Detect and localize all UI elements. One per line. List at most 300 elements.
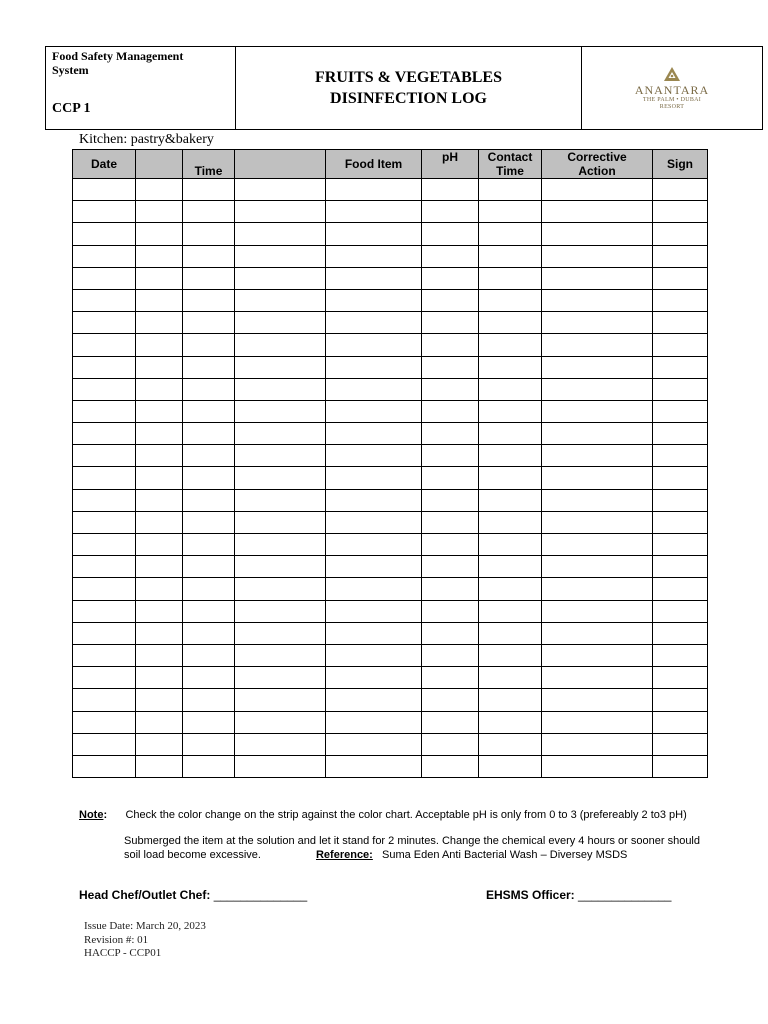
- cell-time[interactable]: [183, 711, 235, 733]
- anantara-logo-icon: [662, 66, 682, 82]
- cell-contact-time[interactable]: [479, 201, 542, 223]
- cell-blank1[interactable]: [136, 356, 183, 378]
- cell-sign[interactable]: [653, 622, 708, 644]
- cell-blank2[interactable]: [235, 689, 326, 711]
- cell-ph[interactable]: [422, 467, 479, 489]
- cell-ph[interactable]: [422, 400, 479, 422]
- cell-ph[interactable]: [422, 511, 479, 533]
- cell-date[interactable]: [73, 511, 136, 533]
- table-row: [73, 600, 708, 622]
- cell-blank1[interactable]: [136, 334, 183, 356]
- cell-sign[interactable]: [653, 578, 708, 600]
- cell-blank2[interactable]: [235, 245, 326, 267]
- cell-blank2[interactable]: [235, 267, 326, 289]
- cell-blank1[interactable]: [136, 201, 183, 223]
- cell-contact-time[interactable]: [479, 755, 542, 777]
- cell-corrective-action[interactable]: [542, 223, 653, 245]
- cell-ph[interactable]: [422, 489, 479, 511]
- cell-date[interactable]: [73, 267, 136, 289]
- cell-blank1[interactable]: [136, 733, 183, 755]
- cell-date[interactable]: [73, 489, 136, 511]
- cell-ph[interactable]: [422, 556, 479, 578]
- logo-sub2: RESORT: [659, 103, 685, 110]
- cell-ph[interactable]: [422, 179, 479, 201]
- cell-corrective-action[interactable]: [542, 356, 653, 378]
- cell-food-item[interactable]: [326, 600, 422, 622]
- cell-blank1[interactable]: [136, 245, 183, 267]
- note-line-2: [124, 835, 701, 862]
- header-corrective-line1: Corrective: [567, 150, 627, 164]
- cell-food-item[interactable]: [326, 378, 422, 400]
- cell-contact-time[interactable]: [479, 534, 542, 556]
- cell-food-item[interactable]: [326, 467, 422, 489]
- cell-corrective-action[interactable]: [542, 467, 653, 489]
- cell-date[interactable]: [73, 312, 136, 334]
- cell-contact-time[interactable]: [479, 711, 542, 733]
- cell-blank2[interactable]: [235, 289, 326, 311]
- cell-sign[interactable]: [653, 223, 708, 245]
- cell-date[interactable]: [73, 400, 136, 422]
- table-row: [73, 644, 708, 666]
- cell-sign[interactable]: [653, 267, 708, 289]
- cell-corrective-action[interactable]: [542, 755, 653, 777]
- cell-blank1[interactable]: [136, 534, 183, 556]
- cell-food-item[interactable]: [326, 223, 422, 245]
- cell-sign[interactable]: [653, 378, 708, 400]
- disinfection-log-table: [72, 149, 708, 778]
- cell-sign[interactable]: [653, 556, 708, 578]
- cell-sign[interactable]: [653, 356, 708, 378]
- table-row: [73, 179, 708, 201]
- cell-date[interactable]: [73, 378, 136, 400]
- cell-contact-time[interactable]: [479, 600, 542, 622]
- cell-time[interactable]: [183, 289, 235, 311]
- cell-corrective-action[interactable]: [542, 423, 653, 445]
- table-row: [73, 467, 708, 489]
- cell-ph[interactable]: [422, 755, 479, 777]
- cell-blank2[interactable]: [235, 223, 326, 245]
- header-sign: Sign: [653, 150, 708, 179]
- cell-food-item[interactable]: [326, 289, 422, 311]
- cell-blank1[interactable]: [136, 312, 183, 334]
- cell-date[interactable]: [73, 423, 136, 445]
- cell-sign[interactable]: [653, 201, 708, 223]
- cell-blank1[interactable]: [136, 711, 183, 733]
- table-row: [73, 511, 708, 533]
- cell-blank2[interactable]: [235, 600, 326, 622]
- cell-sign[interactable]: [653, 179, 708, 201]
- cell-contact-time[interactable]: [479, 622, 542, 644]
- cell-date[interactable]: [73, 445, 136, 467]
- cell-date[interactable]: [73, 578, 136, 600]
- cell-ph[interactable]: [422, 534, 479, 556]
- table-row: [73, 267, 708, 289]
- cell-sign[interactable]: [653, 489, 708, 511]
- cell-corrective-action[interactable]: [542, 312, 653, 334]
- cell-time[interactable]: [183, 356, 235, 378]
- table-row: [73, 711, 708, 733]
- cell-blank1[interactable]: [136, 378, 183, 400]
- cell-ph[interactable]: [422, 644, 479, 666]
- cell-corrective-action[interactable]: [542, 644, 653, 666]
- cell-corrective-action[interactable]: [542, 622, 653, 644]
- cell-food-item[interactable]: [326, 511, 422, 533]
- cell-blank2[interactable]: [235, 711, 326, 733]
- cell-time[interactable]: [183, 644, 235, 666]
- cell-corrective-action[interactable]: [542, 289, 653, 311]
- cell-blank2[interactable]: [235, 467, 326, 489]
- cell-time[interactable]: [183, 312, 235, 334]
- cell-corrective-action[interactable]: [542, 334, 653, 356]
- cell-blank2[interactable]: [235, 201, 326, 223]
- cell-date[interactable]: [73, 289, 136, 311]
- cell-date[interactable]: [73, 644, 136, 666]
- cell-time[interactable]: [183, 667, 235, 689]
- table-row: [73, 312, 708, 334]
- ehsms-signature: [486, 888, 671, 902]
- table-row: [73, 289, 708, 311]
- cell-blank1[interactable]: [136, 600, 183, 622]
- cell-time[interactable]: [183, 179, 235, 201]
- cell-ph[interactable]: [422, 711, 479, 733]
- title-line-1: FRUITS & VEGETABLES: [314, 69, 502, 86]
- cell-sign[interactable]: [653, 423, 708, 445]
- cell-time[interactable]: [183, 201, 235, 223]
- cell-blank2[interactable]: [235, 356, 326, 378]
- cell-time[interactable]: [183, 556, 235, 578]
- table-row: [73, 423, 708, 445]
- cell-blank1[interactable]: [136, 622, 183, 644]
- cell-corrective-action[interactable]: [542, 511, 653, 533]
- cell-corrective-action[interactable]: [542, 400, 653, 422]
- cell-food-item[interactable]: [326, 534, 422, 556]
- cell-blank2[interactable]: [235, 312, 326, 334]
- revision-number: Revision #: 01: [84, 933, 149, 946]
- system-name: Food Safety Management System: [52, 49, 184, 77]
- cell-blank1[interactable]: [136, 489, 183, 511]
- cell-sign[interactable]: [653, 534, 708, 556]
- cell-ph[interactable]: [422, 312, 479, 334]
- cell-ph[interactable]: [422, 223, 479, 245]
- kitchen-label: Kitchen: pastry&bakery: [79, 132, 214, 147]
- cell-food-item[interactable]: [326, 644, 422, 666]
- cell-blank1[interactable]: [136, 578, 183, 600]
- cell-blank2[interactable]: [235, 622, 326, 644]
- cell-date[interactable]: [73, 534, 136, 556]
- cell-corrective-action[interactable]: [542, 245, 653, 267]
- cell-blank2[interactable]: [235, 578, 326, 600]
- cell-contact-time[interactable]: [479, 578, 542, 600]
- header-blank-2: [235, 150, 326, 179]
- cell-time[interactable]: [183, 689, 235, 711]
- cell-blank2[interactable]: [235, 733, 326, 755]
- header-time: Time: [183, 150, 235, 179]
- table-row: [73, 534, 708, 556]
- cell-corrective-action[interactable]: [542, 689, 653, 711]
- cell-food-item[interactable]: [326, 556, 422, 578]
- cell-time[interactable]: [183, 600, 235, 622]
- cell-ph[interactable]: [422, 600, 479, 622]
- cell-contact-time[interactable]: [479, 312, 542, 334]
- cell-food-item[interactable]: [326, 755, 422, 777]
- cell-blank2[interactable]: [235, 400, 326, 422]
- head-chef-label: Head Chef/Outlet Chef:: [79, 888, 211, 902]
- cell-time[interactable]: [183, 378, 235, 400]
- cell-date[interactable]: [73, 667, 136, 689]
- cell-blank1[interactable]: [136, 755, 183, 777]
- cell-contact-time[interactable]: [479, 733, 542, 755]
- cell-corrective-action[interactable]: [542, 667, 653, 689]
- cell-ph[interactable]: [422, 334, 479, 356]
- cell-contact-time[interactable]: [479, 267, 542, 289]
- cell-date[interactable]: [73, 356, 136, 378]
- cell-contact-time[interactable]: [479, 356, 542, 378]
- cell-blank1[interactable]: [136, 467, 183, 489]
- table-row: [73, 334, 708, 356]
- cell-time[interactable]: [183, 534, 235, 556]
- cell-blank1[interactable]: [136, 423, 183, 445]
- cell-ph[interactable]: [422, 289, 479, 311]
- cell-date[interactable]: [73, 622, 136, 644]
- cell-date[interactable]: [73, 755, 136, 777]
- cell-blank1[interactable]: [136, 445, 183, 467]
- cell-food-item[interactable]: [326, 245, 422, 267]
- cell-food-item[interactable]: [326, 179, 422, 201]
- cell-sign[interactable]: [653, 312, 708, 334]
- cell-time[interactable]: [183, 334, 235, 356]
- cell-blank1[interactable]: [136, 644, 183, 666]
- cell-blank2[interactable]: [235, 667, 326, 689]
- cell-blank2[interactable]: [235, 378, 326, 400]
- cell-corrective-action[interactable]: [542, 445, 653, 467]
- cell-date[interactable]: [73, 334, 136, 356]
- note-label: Note: [79, 809, 104, 821]
- cell-sign[interactable]: [653, 644, 708, 666]
- cell-ph[interactable]: [422, 578, 479, 600]
- cell-ph[interactable]: [422, 245, 479, 267]
- cell-blank1[interactable]: [136, 556, 183, 578]
- cell-ph[interactable]: [422, 267, 479, 289]
- cell-sign[interactable]: [653, 245, 708, 267]
- cell-corrective-action[interactable]: [542, 267, 653, 289]
- cell-sign[interactable]: [653, 600, 708, 622]
- table-row: [73, 489, 708, 511]
- cell-sign[interactable]: [653, 334, 708, 356]
- cell-date[interactable]: [73, 600, 136, 622]
- cell-food-item[interactable]: [326, 445, 422, 467]
- cell-time[interactable]: [183, 578, 235, 600]
- cell-date[interactable]: [73, 179, 136, 201]
- cell-time[interactable]: [183, 511, 235, 533]
- table-row: [73, 445, 708, 467]
- cell-contact-time[interactable]: [479, 489, 542, 511]
- cell-time[interactable]: [183, 622, 235, 644]
- cell-sign[interactable]: [653, 400, 708, 422]
- table-row: [73, 733, 708, 755]
- cell-food-item[interactable]: [326, 711, 422, 733]
- cell-blank1[interactable]: [136, 667, 183, 689]
- cell-sign[interactable]: [653, 667, 708, 689]
- cell-sign[interactable]: [653, 511, 708, 533]
- head-chef-signature: [79, 888, 307, 902]
- cell-corrective-action[interactable]: [542, 534, 653, 556]
- cell-food-item[interactable]: [326, 489, 422, 511]
- cell-date[interactable]: [73, 201, 136, 223]
- cell-sign[interactable]: [653, 755, 708, 777]
- cell-date[interactable]: [73, 245, 136, 267]
- header-blank-1: [136, 150, 183, 179]
- cell-time[interactable]: [183, 423, 235, 445]
- cell-blank1[interactable]: [136, 400, 183, 422]
- cell-blank2[interactable]: [235, 423, 326, 445]
- anantara-logo: [635, 66, 709, 111]
- cell-food-item[interactable]: [326, 667, 422, 689]
- cell-sign[interactable]: [653, 689, 708, 711]
- cell-contact-time[interactable]: [479, 667, 542, 689]
- cell-ph[interactable]: [422, 356, 479, 378]
- cell-corrective-action[interactable]: [542, 201, 653, 223]
- cell-blank2[interactable]: [235, 511, 326, 533]
- cell-contact-time[interactable]: [479, 423, 542, 445]
- cell-ph[interactable]: [422, 423, 479, 445]
- table-row: [73, 755, 708, 777]
- cell-food-item[interactable]: [326, 201, 422, 223]
- cell-food-item[interactable]: [326, 733, 422, 755]
- cell-food-item[interactable]: [326, 334, 422, 356]
- cell-ph[interactable]: [422, 378, 479, 400]
- cell-food-item[interactable]: [326, 400, 422, 422]
- reference-text: Suma Eden Anti Bacterial Wash – Diversey MSDS: [382, 848, 628, 861]
- cell-corrective-action[interactable]: [542, 578, 653, 600]
- header-contact-time-line2: Time: [496, 164, 524, 178]
- cell-food-item[interactable]: [326, 267, 422, 289]
- cell-sign[interactable]: [653, 711, 708, 733]
- cell-contact-time[interactable]: [479, 179, 542, 201]
- cell-contact-time[interactable]: [479, 644, 542, 666]
- cell-corrective-action[interactable]: [542, 378, 653, 400]
- cell-ph[interactable]: [422, 445, 479, 467]
- table-row: [73, 378, 708, 400]
- cell-date[interactable]: [73, 733, 136, 755]
- cell-blank1[interactable]: [136, 289, 183, 311]
- cell-time[interactable]: [183, 755, 235, 777]
- cell-blank1[interactable]: [136, 689, 183, 711]
- cell-contact-time[interactable]: [479, 445, 542, 467]
- cell-date[interactable]: [73, 223, 136, 245]
- cell-date[interactable]: [73, 556, 136, 578]
- table-row: [73, 667, 708, 689]
- cell-sign[interactable]: [653, 445, 708, 467]
- ehsms-line: ______________: [578, 888, 672, 902]
- cell-ph[interactable]: [422, 689, 479, 711]
- cell-food-item[interactable]: [326, 622, 422, 644]
- cell-contact-time[interactable]: [479, 400, 542, 422]
- cell-time[interactable]: [183, 267, 235, 289]
- cell-food-item[interactable]: [326, 423, 422, 445]
- ehsms-label: EHSMS Officer:: [486, 888, 575, 902]
- cell-blank2[interactable]: [235, 179, 326, 201]
- cell-ph[interactable]: [422, 201, 479, 223]
- table-row: [73, 689, 708, 711]
- cell-blank2[interactable]: [235, 489, 326, 511]
- cell-contact-time[interactable]: [479, 467, 542, 489]
- cell-ph[interactable]: [422, 667, 479, 689]
- cell-blank1[interactable]: [136, 179, 183, 201]
- cell-time[interactable]: [183, 467, 235, 489]
- cell-time[interactable]: [183, 445, 235, 467]
- cell-corrective-action[interactable]: [542, 179, 653, 201]
- logo-sub1: THE PALM • DUBAI: [642, 96, 702, 103]
- cell-time[interactable]: [183, 400, 235, 422]
- cell-time[interactable]: [183, 245, 235, 267]
- cell-blank2[interactable]: [235, 556, 326, 578]
- header-food-item: Food Item: [326, 150, 422, 179]
- cell-date[interactable]: [73, 467, 136, 489]
- cell-sign[interactable]: [653, 467, 708, 489]
- cell-blank2[interactable]: [235, 334, 326, 356]
- cell-time[interactable]: [183, 489, 235, 511]
- cell-contact-time[interactable]: [479, 556, 542, 578]
- cell-corrective-action[interactable]: [542, 733, 653, 755]
- cell-corrective-action[interactable]: [542, 556, 653, 578]
- title-line-2: DISINFECTION LOG: [330, 90, 487, 107]
- cell-blank1[interactable]: [136, 267, 183, 289]
- cell-ph[interactable]: [422, 733, 479, 755]
- table-row: [73, 223, 708, 245]
- cell-ph[interactable]: [422, 622, 479, 644]
- cell-time[interactable]: [183, 223, 235, 245]
- table-header-row: [73, 150, 708, 179]
- cell-contact-time[interactable]: [479, 689, 542, 711]
- cell-food-item[interactable]: [326, 578, 422, 600]
- document-header: [45, 46, 763, 130]
- cell-corrective-action[interactable]: [542, 600, 653, 622]
- note-text-2: Submerged the item at the solution and let it stand for 2 minutes. Change the chemical every 4 hours or sooner should soil load become excessive.: [124, 835, 700, 861]
- cell-blank2[interactable]: [235, 534, 326, 556]
- cell-contact-time[interactable]: [479, 378, 542, 400]
- cell-blank1[interactable]: [136, 511, 183, 533]
- header-title-cell: [236, 47, 582, 129]
- cell-corrective-action[interactable]: [542, 489, 653, 511]
- header-corrective-line2: Action: [578, 164, 616, 178]
- cell-contact-time[interactable]: [479, 289, 542, 311]
- cell-food-item[interactable]: [326, 689, 422, 711]
- cell-date[interactable]: [73, 689, 136, 711]
- cell-time[interactable]: [183, 733, 235, 755]
- cell-contact-time[interactable]: [479, 245, 542, 267]
- document-code: HACCP - CCP01: [84, 947, 162, 959]
- cell-date[interactable]: [73, 711, 136, 733]
- cell-contact-time[interactable]: [479, 511, 542, 533]
- header-ph: pH: [422, 150, 479, 179]
- cell-corrective-action[interactable]: [542, 711, 653, 733]
- cell-blank2[interactable]: [235, 755, 326, 777]
- cell-food-item[interactable]: [326, 356, 422, 378]
- note-text-1: Check the color change on the strip against the color chart. Acceptable pH is only from 0 to 3 (prefereably 2 to3 pH): [125, 809, 687, 821]
- note-line-1: Note: Check the color change on the strip against the color chart. Acceptable pH is only from 0 to 3 (prefereably 2 to3 pH): [79, 809, 687, 821]
- cell-blank2[interactable]: [235, 445, 326, 467]
- cell-sign[interactable]: [653, 733, 708, 755]
- header-contact-time: [479, 150, 542, 179]
- cell-contact-time[interactable]: [479, 334, 542, 356]
- table-row: [73, 201, 708, 223]
- cell-contact-time[interactable]: [479, 223, 542, 245]
- table-row: [73, 356, 708, 378]
- cell-blank1[interactable]: [136, 223, 183, 245]
- cell-food-item[interactable]: [326, 312, 422, 334]
- cell-blank2[interactable]: [235, 644, 326, 666]
- cell-sign[interactable]: [653, 289, 708, 311]
